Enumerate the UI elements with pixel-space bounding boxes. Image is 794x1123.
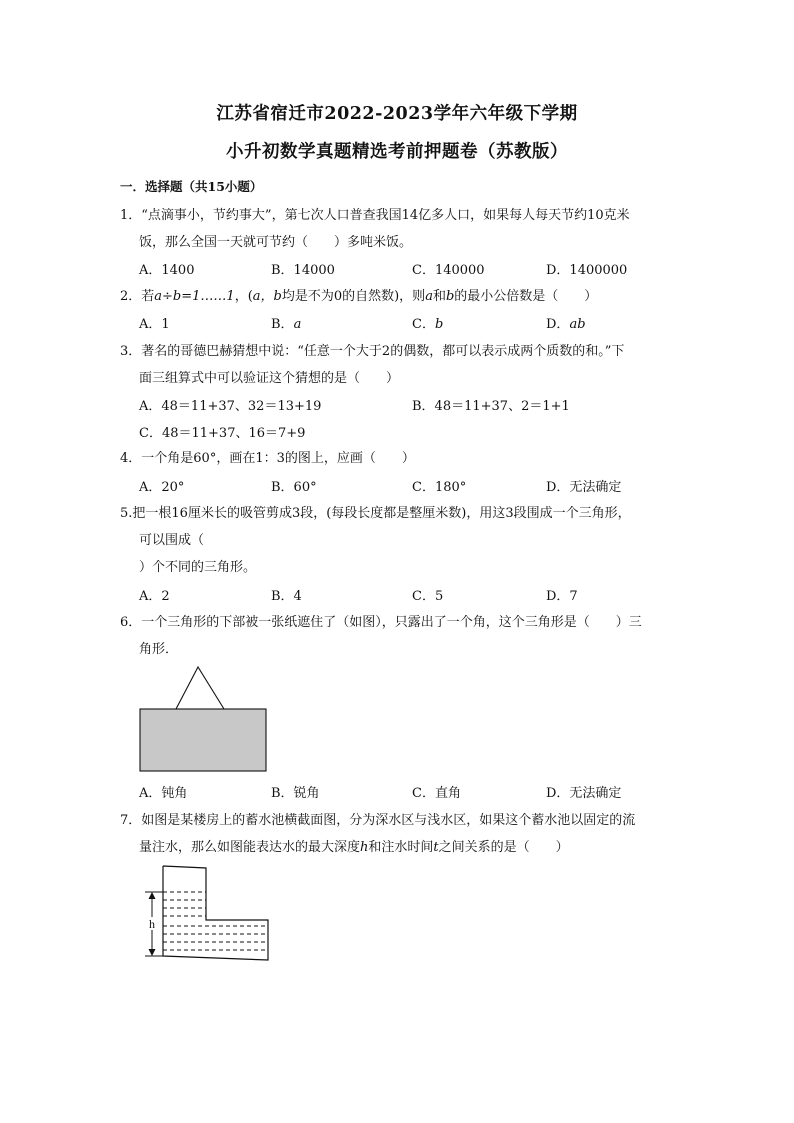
q2-option-d-label: D． [546, 317, 570, 332]
q7-reservoir-outline [163, 866, 268, 960]
q2-var-a: a [425, 289, 433, 304]
q4-option-c: C．180° [412, 480, 467, 495]
q7-arrow-head-down [149, 949, 156, 956]
q5-text-line2: 可以围成（ [139, 533, 205, 548]
q5-option-b: B．4 [271, 589, 302, 604]
q6-triangle-tip [176, 667, 224, 709]
q2-and: 和 [432, 289, 446, 304]
q6-figure [138, 664, 270, 774]
q7-var-h: h [360, 840, 369, 855]
q1-text-line1: 1．“点滴事小，节约事大”，第七次人口普查我国14亿多人口，如果每人每天节约10克米 [120, 208, 630, 223]
q7-text-line1: 7．如图是某楼房上的蓄水池横截面图，分为深水区与浅水区，如果这个蓄水池以固定的流 [120, 813, 636, 828]
q6-option-a: A．钝角 [139, 786, 188, 801]
q2-option-c-label: C． [412, 317, 435, 332]
q5-text-line3: ）个不同的三角形。 [139, 560, 257, 575]
q3-text-line2: 面三组算式中可以验证这个猜想的是（ ） [139, 371, 400, 386]
q2-var-b: b [445, 289, 455, 304]
q1-option-c: C．140000 [412, 263, 485, 278]
q2-option-b [271, 313, 301, 332]
q2-option-c-var: b [434, 317, 444, 332]
q2-text [120, 285, 597, 304]
q1-option-d: D．1400000 [546, 263, 628, 278]
q6-option-c: C．直角 [412, 786, 461, 801]
q6-text-line1: 6．一个三角形的下部被一张纸遮住了（如图），只露出了一个角，这个三角形是（ ）三 [120, 615, 642, 630]
q5-option-c: C．5 [412, 589, 444, 604]
q5-option-a: A．2 [139, 589, 170, 604]
q7-water-lines [163, 892, 268, 950]
q5-option-d: D．7 [546, 589, 578, 604]
q3-option-c: C．48＝11+37、16＝7+9 [139, 426, 306, 441]
q7-arrow-head-up [149, 892, 156, 899]
q3-option-b: B．48＝11+37、2＝1+1 [412, 399, 570, 414]
q2-option-d [546, 313, 586, 332]
q2-mid2: 均是不为0的自然数)，则 [281, 289, 426, 304]
q2-mid: ，( [234, 289, 253, 304]
q4-option-d: D．无法确定 [546, 480, 622, 495]
q1-text-line2: 饭，那么全国一天就可节约（ ）多吨米饭。 [139, 235, 413, 250]
q2-option-a: A．1 [139, 317, 170, 332]
document-title-line1: 江苏省宿迁市2022-2023学年六年级下学期 [216, 104, 578, 124]
q7-depth-label: h [149, 917, 155, 931]
q7-reservoir-figure [136, 862, 276, 966]
q5-text-line1: 5.把一根16厘米长的吸管剪成3段，(每段长度都是整厘米数)，用这3段围成一个三角形， [120, 506, 631, 521]
q4-option-a: A．20° [139, 480, 185, 495]
q6-option-d: D．无法确定 [546, 786, 622, 801]
section-heading: 一．选择题（共15小题） [120, 179, 263, 194]
document-title-line2: 小升初数学真题精选考前押题卷（苏教版） [226, 142, 568, 162]
q6-option-b: B．锐角 [271, 786, 320, 801]
q6-text-line2: 角形． [139, 642, 179, 657]
q2-expression: a÷b=1……1 [154, 289, 235, 304]
q6-covering-paper [140, 709, 266, 771]
q4-option-b: B．60° [271, 480, 317, 495]
q2-option-b-var: a [293, 317, 302, 332]
q7-line2-c: 之间关系的是（ ） [438, 840, 569, 855]
q1-option-a: A．1400 [139, 263, 195, 278]
q7-var-t: t [433, 840, 439, 855]
q1-option-b: B．14000 [271, 263, 335, 278]
q2-option-d-var: ab [569, 317, 586, 332]
q4-text: 4．一个角是60°，画在1：3的图上，应画（ ） [120, 451, 415, 466]
q2-prefix: 2．若 [120, 289, 155, 304]
q3-text-line1: 3．著名的哥德巴赫猜想中说：“任意一个大于2的偶数，都可以表示成两个质数的和。”下 [120, 344, 625, 359]
q7-line2-b: 和注水时间 [368, 840, 434, 855]
q7-line2-a: 量注水，那么如图能表达水的最大深度 [139, 840, 361, 855]
q2-option-b-label: B． [271, 317, 294, 332]
q7-text-line2 [139, 836, 569, 855]
q2-option-c [412, 313, 443, 332]
q2-vars: a，b [252, 289, 282, 304]
q3-option-a: A．48＝11+37、32＝13+19 [139, 399, 322, 414]
q2-suffix: 的最小公倍数是（ ） [454, 289, 598, 304]
